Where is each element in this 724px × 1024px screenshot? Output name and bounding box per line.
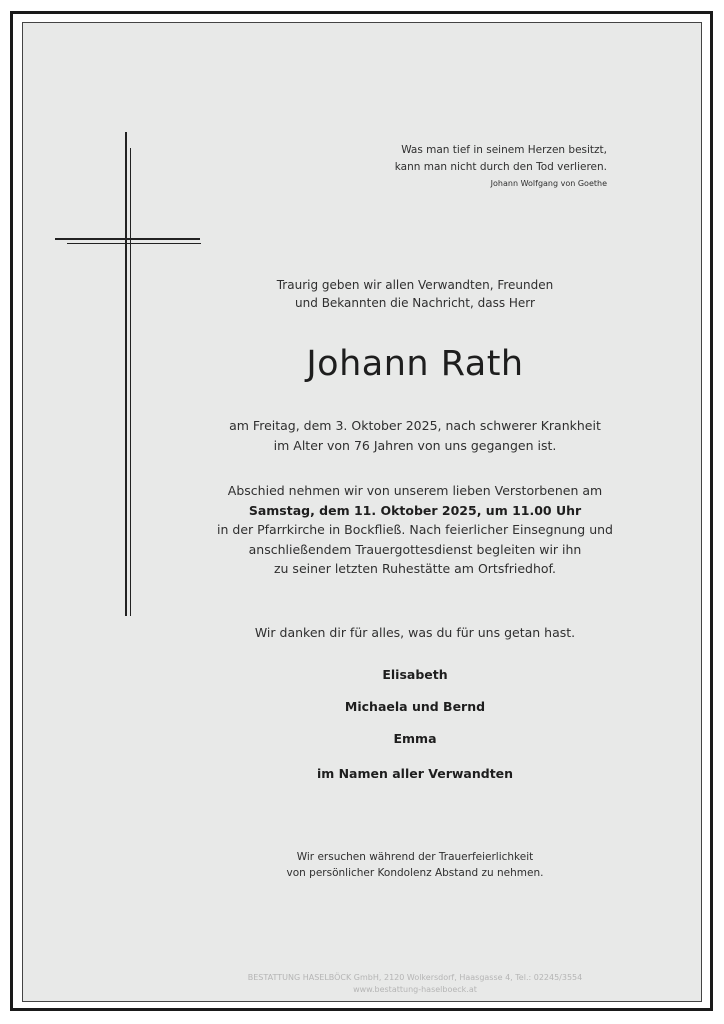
condolence-line-1: Wir ersuchen während der Trauerfeierlichkeit — [296, 851, 534, 863]
footer-website: www.bestattung-haselboeck.at — [353, 985, 477, 994]
funeral-date: Samstag, dem 11. Oktober 2025, um 11.00 Uhr — [248, 502, 582, 518]
intro-text — [180, 276, 650, 312]
cross-horizontal-thin — [67, 243, 201, 244]
intro-line-1: Traurig geben wir allen Verwandten, Freunden — [276, 278, 554, 292]
funeral-home-footer — [180, 972, 650, 996]
farewell-line-4: anschließendem Trauergottesdienst begleiten wir ihn — [248, 541, 582, 557]
death-notice — [180, 416, 650, 456]
quote-line-1: Was man tief in seinem Herzen besitzt, — [401, 144, 607, 156]
family-member: Michaela und Bernd — [344, 699, 486, 714]
cross-vertical-thin — [130, 148, 131, 616]
farewell-line-3: in der Pfarrkirche in Bockfließ. Nach feierlicher Einsegnung und — [217, 522, 613, 537]
cross-vertical-thick — [125, 132, 127, 616]
death-line-1: am Freitag, dem 3. Oktober 2025, nach schwerer Krankheit — [229, 418, 601, 433]
quote-line-2: kann man nicht durch den Tod verlieren. — [394, 161, 607, 173]
goethe-quote — [395, 142, 607, 191]
intro-line-2: und Bekannten die Nachricht, dass Herr — [295, 296, 535, 310]
farewell-notice — [180, 481, 650, 579]
deceased-name: Johann Rath — [306, 344, 524, 384]
family-member: Emma — [393, 731, 437, 746]
family-member: Elisabeth — [382, 667, 448, 682]
condolence-request — [180, 849, 650, 881]
cross-horizontal-thick — [55, 238, 200, 240]
death-line-2: im Alter von 76 Jahren von uns gegangen ist. — [273, 438, 557, 453]
thanks-line: Wir danken dir für alles, was du für uns getan hast. — [254, 625, 576, 640]
footer-address: BESTATTUNG HASELBÖCK GmbH, 2120 Wolkersdorf, Haasgasse 4, Tel.: 02245/3554 — [247, 973, 583, 982]
farewell-line-5: zu seiner letzten Ruhestätte am Ortsfriedhof. — [273, 561, 557, 576]
condolence-line-2: von persönlicher Kondolenz Abstand zu nehmen. — [286, 867, 544, 879]
quote-author: Johann Wolfgang von Goethe — [490, 179, 607, 188]
farewell-line-1: Abschied nehmen wir von unserem lieben Verstorbenen am — [227, 483, 603, 498]
family-relatives: im Namen aller Verwandten — [316, 766, 514, 781]
